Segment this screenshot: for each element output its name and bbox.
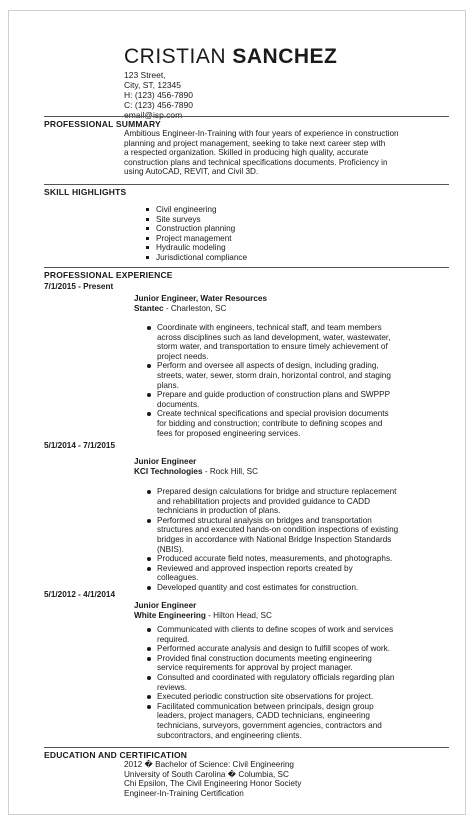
job-employer — [134, 467, 258, 477]
education-heading — [44, 747, 449, 760]
contact-block — [124, 70, 193, 120]
job-bullet: Coordinate with engineers, technical staff, and team members across disciplines such as land development, water, wastewater, storm water, and transportation to ensure timely achievement of project needs. — [147, 323, 391, 361]
summary-line: planning and project management, seeking to take next career step with — [124, 138, 386, 148]
skills-heading — [44, 184, 449, 197]
skill-item: Site surveys — [146, 215, 247, 225]
job-title: Junior Engineer, Water Resources — [134, 294, 268, 303]
job-bullet: Consulted and coordinated with regulatory officials regarding plan reviews. — [147, 673, 394, 692]
skill-item: Civil engineering — [146, 205, 247, 215]
job-bullet: Facilitated communication between principals, design group leaders, project managers, CADD technicians, engineering technicians, surveyors, government agencies, contractors and subcontractors, and engineering clients. — [147, 702, 394, 740]
summary-line: using AutoCAD, REVIT, and Civil 3D. — [124, 167, 259, 177]
skill-item: Jurisdictional compliance — [146, 253, 247, 263]
job-bullet: Create technical specifications and special provision documents for bidding and construction; contribute to defining scopes and fees for proposed engineering services. — [147, 409, 391, 438]
experience-heading — [44, 267, 449, 280]
job-bullet: Prepare and guide production of construction plans and SWPPP documents. — [147, 390, 391, 409]
experience-heading-text: PROFESSIONAL EXPERIENCE — [44, 270, 173, 280]
skill-item: Project management — [146, 234, 247, 244]
company-name: KCI Technologies — [134, 467, 203, 476]
skills-list — [146, 205, 247, 263]
contact-cell-phone: C: (123) 456-7890 — [124, 100, 193, 110]
job-bullets — [147, 323, 391, 438]
job-bullet: Developed quantity and cost estimates for construction. — [147, 583, 398, 593]
company-name: White Engineering — [134, 611, 206, 620]
summary-heading — [44, 116, 449, 129]
summary-line: Ambitious Engineer-In-Training with four years of experience in construction — [124, 129, 399, 138]
certification-line: Engineer-In-Training Certification — [124, 788, 244, 798]
job-employer — [134, 304, 226, 314]
job-title: Junior Engineer — [134, 457, 197, 466]
company-location: - Hilton Head, SC — [205, 611, 272, 620]
school-line: University of South Carolina � Columbia, SC — [124, 769, 289, 779]
job-bullets — [147, 625, 394, 740]
honor-society-line: Chi Epsilon, The Civil Engineering Honor Society — [124, 779, 302, 789]
contact-street: 123 Street, — [124, 70, 166, 80]
resume-page — [8, 10, 466, 815]
company-name: Stantec — [134, 304, 164, 313]
skill-item: Construction planning — [146, 224, 247, 234]
contact-home-phone: H: (123) 456-7890 — [124, 90, 193, 100]
job-bullet: Communicated with clients to define scopes of work and services required. — [147, 625, 394, 644]
job-dates: 7/1/2015 - Present — [44, 282, 114, 291]
job-dates: 5/1/2012 - 4/1/2014 — [44, 590, 116, 599]
last-name: SANCHEZ — [232, 45, 338, 68]
skill-item: Hydraulic modeling — [146, 243, 247, 253]
job-title: Junior Engineer — [134, 601, 197, 610]
job-bullet: Provided final construction documents meeting engineering service requirements for approval by project manager. — [147, 654, 394, 673]
summary-line: a respected organization. Skilled in producing high quality, accurate — [124, 148, 369, 158]
contact-city: City, ST, 12345 — [124, 80, 182, 90]
degree-line: 2012 � Bachelor of Science: Civil Engineering — [124, 760, 294, 769]
education-heading-text: EDUCATION AND CERTIFICATION — [44, 750, 188, 760]
job-bullet: Performed structural analysis on bridges and transportation structures and executed hands-on condition inspections of existing bridges in accordance with National Bridge Inspection Standards (NBIS). — [147, 516, 398, 554]
job-bullets — [147, 487, 398, 593]
company-location: - Charleston, SC — [163, 304, 227, 313]
summary-heading-text: PROFESSIONAL SUMMARY — [44, 119, 161, 129]
job-bullet: Reviewed and approved inspection reports created by colleagues. — [147, 564, 398, 583]
job-employer — [134, 611, 272, 621]
contact-email: email@isp.com — [124, 110, 183, 120]
job-bullet: Prepared design calculations for bridge and structure replacement and rehabilitation projects and provided guidance to CADD technicians in production of plans. — [147, 487, 398, 516]
company-location: - Rock Hill, SC — [202, 467, 259, 476]
education-text — [124, 760, 301, 798]
job-bullet: Produced accurate field notes, measurements, and photographs. — [147, 554, 398, 564]
candidate-name — [124, 45, 337, 69]
skills-heading-text: SKILL HIGHLIGHTS — [44, 187, 127, 197]
job-bullet: Executed periodic construction site observations for project. — [147, 692, 394, 702]
job-bullet: Perform and oversee all aspects of design, including grading, streets, water, sewer, storm drain, horizontal control, and staging plans. — [147, 361, 391, 390]
job-dates: 5/1/2014 - 7/1/2015 — [44, 441, 116, 450]
job-bullet: Performed accurate analysis and design to fulfill scopes of work. — [147, 644, 394, 654]
first-name: CRISTIAN — [124, 45, 227, 68]
summary-text — [124, 129, 399, 177]
summary-line: construction plans and technical specifications documents. Proficiency in — [124, 157, 388, 167]
